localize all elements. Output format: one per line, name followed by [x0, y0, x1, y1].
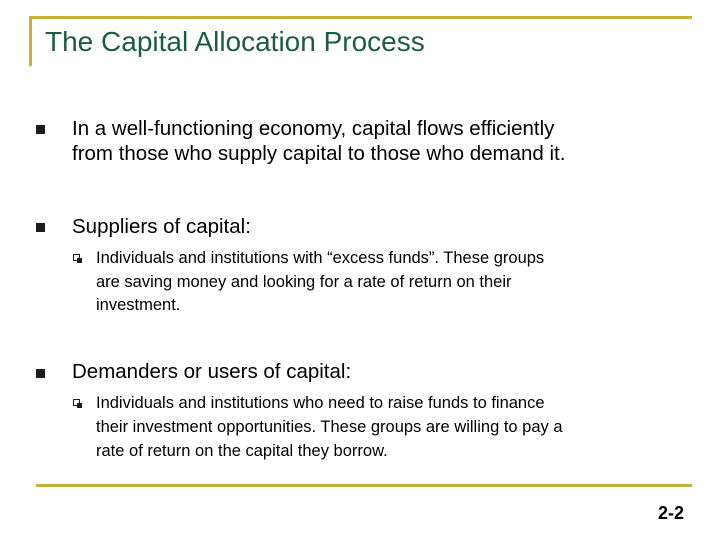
- title-frame-top-rule: [29, 16, 692, 19]
- title-frame-left-rule: [29, 16, 32, 66]
- slide-title: The Capital Allocation Process: [45, 26, 425, 57]
- bullet-marker-2: [36, 223, 45, 232]
- bullet-2-line-1: Suppliers of capital:: [72, 215, 251, 238]
- bullet-marker-3: [36, 369, 45, 378]
- sub-bullet-3-1-line-3: rate of return on the capital they borrow.: [96, 442, 388, 460]
- sub-bullet-2-1-line-3: investment.: [96, 296, 181, 314]
- footer-rule: [36, 484, 692, 487]
- sub-bullet-marker-3-1: [73, 399, 80, 406]
- bullet-1-line-1: In a well-functioning economy, capital flows efficiently: [72, 117, 555, 140]
- sub-bullet-3-1-line-2: their investment opportunities. These groups are willing to pay a: [96, 418, 563, 436]
- sub-bullet-3-1-line-1: Individuals and institutions who need to raise funds to finance: [96, 394, 545, 412]
- sub-bullet-marker-2-1: [73, 254, 80, 261]
- sub-bullet-2-1-line-1: Individuals and institutions with “excess funds”. These groups: [96, 249, 545, 267]
- bullet-3-line-1: Demanders or users of capital:: [72, 360, 352, 383]
- sub-bullet-2-1-line-2: are saving money and looking for a rate of return on their: [96, 273, 512, 291]
- page-number: 2-2: [657, 503, 684, 523]
- bullet-1-line-2: from those who supply capital to those who demand it.: [72, 142, 566, 165]
- bullet-marker-1: [36, 125, 45, 134]
